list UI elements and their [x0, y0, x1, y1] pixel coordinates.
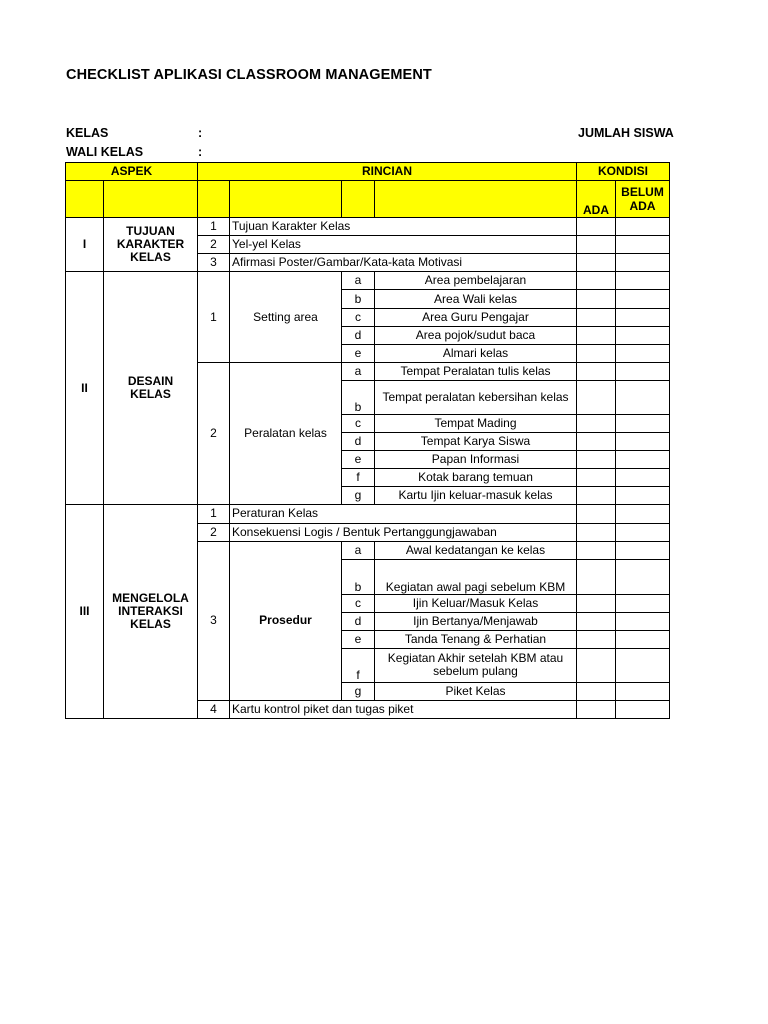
sub-letter: b — [342, 380, 375, 414]
checkbox-belum-ada[interactable] — [616, 682, 670, 700]
group-label: Prosedur — [230, 541, 342, 700]
item-text: Kartu kontrol piket dan tugas piket — [230, 701, 577, 719]
checkbox-belum-ada[interactable] — [616, 272, 670, 290]
header-ada: ADA — [577, 181, 616, 218]
header-blank-cell — [104, 181, 198, 218]
checkbox-ada[interactable] — [577, 559, 616, 594]
checkbox-ada[interactable] — [577, 594, 616, 612]
checkbox-belum-ada[interactable] — [616, 469, 670, 487]
header-belum-ada: BELUM ADA — [616, 181, 670, 218]
group-number: 2 — [198, 362, 230, 505]
item-text: Afirmasi Poster/Gambar/Kata-kata Motivasi — [230, 254, 577, 272]
header-kondisi: KONDISI — [577, 163, 670, 181]
checkbox-belum-ada[interactable] — [616, 505, 670, 523]
checkbox-ada[interactable] — [577, 308, 616, 326]
checkbox-belum-ada[interactable] — [616, 451, 670, 469]
sub-text: Tanda Tenang & Perhatian — [375, 630, 577, 648]
checkbox-ada[interactable] — [577, 272, 616, 290]
sub-text: Ijin Bertanya/Menjawab — [375, 612, 577, 630]
item-number: 3 — [198, 254, 230, 272]
kelas-label: KELAS — [66, 126, 109, 140]
checkbox-ada[interactable] — [577, 433, 616, 451]
kelas-colon: : — [198, 126, 203, 140]
sub-text: Area Wali kelas — [375, 290, 577, 308]
sub-text: Tempat peralatan kebersihan kelas — [375, 380, 577, 414]
checkbox-ada[interactable] — [577, 612, 616, 630]
sub-letter: b — [342, 559, 375, 594]
checkbox-belum-ada[interactable] — [616, 487, 670, 505]
jumlah-siswa-label: JUMLAH SISWA — [578, 126, 674, 140]
checkbox-ada[interactable] — [577, 362, 616, 380]
checkbox-belum-ada[interactable] — [616, 308, 670, 326]
checkbox-belum-ada[interactable] — [616, 326, 670, 344]
sub-letter: c — [342, 308, 375, 326]
checkbox-belum-ada[interactable] — [616, 701, 670, 719]
checkbox-ada[interactable] — [577, 326, 616, 344]
checkbox-ada[interactable] — [577, 630, 616, 648]
item-text: Konsekuensi Logis / Bentuk Pertanggungjawaban — [230, 523, 577, 541]
item-text: Tujuan Karakter Kelas — [230, 218, 577, 236]
checkbox-belum-ada[interactable] — [616, 433, 670, 451]
checkbox-ada[interactable] — [577, 487, 616, 505]
checkbox-belum-ada[interactable] — [616, 344, 670, 362]
checkbox-belum-ada[interactable] — [616, 380, 670, 414]
sub-letter: d — [342, 612, 375, 630]
sub-text: Awal kedatangan ke kelas — [375, 541, 577, 559]
table-row — [66, 505, 670, 523]
checkbox-belum-ada[interactable] — [616, 254, 670, 272]
checkbox-ada[interactable] — [577, 469, 616, 487]
sub-letter: c — [342, 414, 375, 432]
checkbox-ada[interactable] — [577, 701, 616, 719]
sub-letter: a — [342, 272, 375, 290]
checkbox-belum-ada[interactable] — [616, 218, 670, 236]
sub-letter: f — [342, 648, 375, 682]
sub-text: Kegiatan awal pagi sebelum KBM — [375, 559, 577, 594]
header-blank-cell — [66, 181, 104, 218]
wali-kelas-label: WALI KELAS — [66, 145, 144, 159]
table-row — [66, 218, 670, 236]
sub-letter: e — [342, 451, 375, 469]
sub-letter: f — [342, 469, 375, 487]
sub-letter: g — [342, 487, 375, 505]
checkbox-ada[interactable] — [577, 380, 616, 414]
sub-text: Area Guru Pengajar — [375, 308, 577, 326]
group-number: 1 — [198, 272, 230, 362]
item-number: 1 — [198, 505, 230, 523]
item-number: 4 — [198, 701, 230, 719]
section-name: DESAIN KELAS — [104, 272, 198, 505]
sub-letter: a — [342, 362, 375, 380]
header-row-1 — [66, 163, 670, 181]
header-aspek: ASPEK — [66, 163, 198, 181]
checklist-table — [65, 162, 670, 719]
checkbox-ada[interactable] — [577, 290, 616, 308]
checkbox-belum-ada[interactable] — [616, 236, 670, 254]
table-row — [66, 272, 670, 290]
checkbox-belum-ada[interactable] — [616, 414, 670, 432]
wali-kelas-colon: : — [198, 145, 203, 159]
sub-text: Area pojok/sudut baca — [375, 326, 577, 344]
group-number: 3 — [198, 541, 230, 700]
sub-letter: d — [342, 433, 375, 451]
item-text: Peraturan Kelas — [230, 505, 577, 523]
sub-text: Kegiatan Akhir setelah KBM atau sebelum pulang — [375, 648, 577, 682]
sub-letter: b — [342, 290, 375, 308]
checkbox-belum-ada[interactable] — [616, 612, 670, 630]
header-blank-cell — [198, 181, 230, 218]
checkbox-belum-ada[interactable] — [616, 541, 670, 559]
header-blank-cell — [375, 181, 577, 218]
sub-text: Area pembelajaran — [375, 272, 577, 290]
header-rincian: RINCIAN — [198, 163, 577, 181]
item-number: 2 — [198, 236, 230, 254]
item-text: Yel-yel Kelas — [230, 236, 577, 254]
checkbox-belum-ada[interactable] — [616, 594, 670, 612]
checkbox-ada[interactable] — [577, 505, 616, 523]
checkbox-ada[interactable] — [577, 254, 616, 272]
checkbox-belum-ada[interactable] — [616, 648, 670, 682]
checkbox-ada[interactable] — [577, 682, 616, 700]
sub-letter: d — [342, 326, 375, 344]
checkbox-belum-ada[interactable] — [616, 630, 670, 648]
group-label: Setting area — [230, 272, 342, 362]
checkbox-ada[interactable] — [577, 344, 616, 362]
sub-text: Tempat Karya Siswa — [375, 433, 577, 451]
group-label: Peralatan kelas — [230, 362, 342, 505]
sub-text: Tempat Peralatan tulis kelas — [375, 362, 577, 380]
item-number: 1 — [198, 218, 230, 236]
checkbox-ada[interactable] — [577, 218, 616, 236]
header-blank-cell — [230, 181, 342, 218]
checkbox-belum-ada[interactable] — [616, 559, 670, 594]
checkbox-ada[interactable] — [577, 523, 616, 541]
section-roman: II — [66, 272, 104, 505]
checkbox-ada[interactable] — [577, 541, 616, 559]
section-roman: III — [66, 505, 104, 719]
section-name: MENGELOLA INTERAKSI KELAS — [104, 505, 198, 719]
sub-letter: e — [342, 630, 375, 648]
header-row-2 — [66, 181, 670, 218]
item-number: 2 — [198, 523, 230, 541]
sub-letter: c — [342, 594, 375, 612]
checkbox-belum-ada[interactable] — [616, 523, 670, 541]
checkbox-ada[interactable] — [577, 648, 616, 682]
checkbox-ada[interactable] — [577, 236, 616, 254]
section-name: TUJUAN KARAKTER KELAS — [104, 218, 198, 272]
sub-text: Ijin Keluar/Masuk Kelas — [375, 594, 577, 612]
checkbox-ada[interactable] — [577, 451, 616, 469]
sub-letter: e — [342, 344, 375, 362]
header-blank-cell — [342, 181, 375, 218]
checkbox-belum-ada[interactable] — [616, 362, 670, 380]
sub-text: Piket Kelas — [375, 682, 577, 700]
sub-text: Almari kelas — [375, 344, 577, 362]
page-title: CHECKLIST APLIKASI CLASSROOM MANAGEMENT — [66, 67, 432, 83]
sub-letter: a — [342, 541, 375, 559]
sub-text: Kartu Ijin keluar-masuk kelas — [375, 487, 577, 505]
checkbox-ada[interactable] — [577, 414, 616, 432]
sub-letter: g — [342, 682, 375, 700]
checkbox-belum-ada[interactable] — [616, 290, 670, 308]
section-roman: I — [66, 218, 104, 272]
sub-text: Tempat Mading — [375, 414, 577, 432]
sub-text: Kotak barang temuan — [375, 469, 577, 487]
sub-text: Papan Informasi — [375, 451, 577, 469]
